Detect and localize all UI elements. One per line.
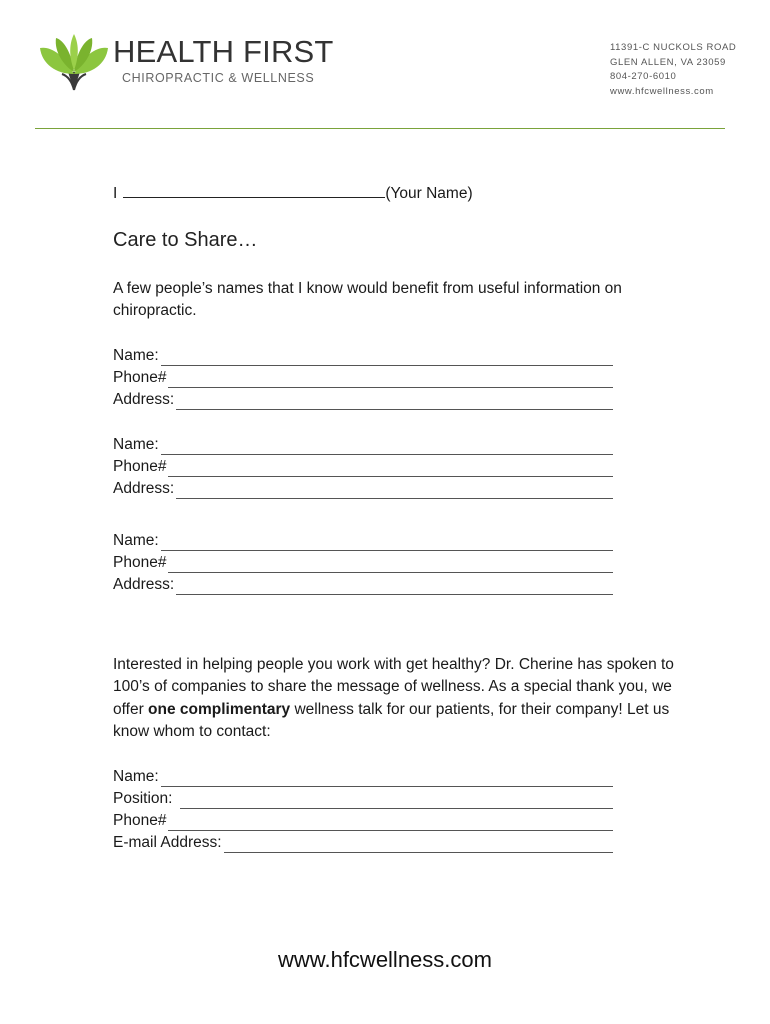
interest-text-after: wellness talk for our patients, for their company! Let us know whom to contact:: [113, 700, 670, 740]
phone-number: 804-270-6010: [610, 71, 677, 82]
position-blank[interactable]: [180, 791, 613, 809]
name-label: Name:: [113, 532, 159, 549]
phone-label: Phone#: [113, 812, 167, 829]
name-blank[interactable]: [161, 437, 613, 455]
header-divider: [35, 128, 725, 129]
footer-website-link[interactable]: www.hfcwellness.com: [278, 947, 492, 972]
interest-text-before: Interested in helping people you work with get healthy? Dr. Cherine has spoken to 100’s of companies to share the message of wellness. As a special thank you, we offer: [113, 656, 674, 718]
name-blank[interactable]: [161, 533, 613, 551]
interest-bold-offer: one complimentary: [148, 700, 291, 718]
name-blank[interactable]: [161, 769, 613, 787]
name-prefix: I: [113, 185, 118, 202]
referral-2-name-row: [113, 433, 613, 455]
brand-name: HEALTH FIRST: [113, 34, 334, 69]
referral-1-phone-row: [113, 366, 613, 388]
company-name-row: [113, 765, 613, 787]
phone-blank[interactable]: [168, 813, 613, 831]
address-label: Address:: [113, 480, 175, 497]
website-link[interactable]: www.hfcwellness.com: [610, 85, 714, 97]
intro-paragraph: A few people’s names that I know would benefit from useful information on chiropractic.: [113, 280, 622, 320]
phone-blank[interactable]: [168, 555, 613, 573]
address-blank[interactable]: [176, 577, 613, 595]
email-label: E-mail Address:: [113, 834, 222, 851]
company-position-row: [113, 787, 613, 809]
referral-1-address-row: [113, 388, 613, 410]
address-line-2: GLEN ALLEN, VA 23059: [610, 56, 726, 68]
name-label: Name:: [113, 347, 159, 364]
address-blank[interactable]: [176, 481, 613, 499]
logo-leaf-icon: [38, 34, 110, 92]
name-label: Name:: [113, 436, 159, 453]
referral-2-phone-row: [113, 455, 613, 477]
address-line-1: 11391-C NUCKOLS ROAD: [610, 42, 737, 53]
address-label: Address:: [113, 576, 175, 593]
email-blank[interactable]: [224, 835, 613, 853]
phone-label: Phone#: [113, 369, 167, 386]
company-phone-row: [113, 809, 613, 831]
company-email-row: [113, 831, 613, 853]
name-suffix: (Your Name): [385, 185, 473, 202]
phone-blank[interactable]: [168, 370, 613, 388]
position-label: Position:: [113, 790, 173, 807]
name-label: Name:: [113, 768, 159, 785]
company-talk-paragraph: [113, 654, 683, 743]
phone-label: Phone#: [113, 458, 167, 475]
section-heading: Care to Share…: [113, 229, 258, 251]
contact-block: [610, 41, 736, 99]
address-blank[interactable]: [176, 392, 613, 410]
referral-2-address-row: [113, 477, 613, 499]
referral-3-phone-row: [113, 551, 613, 573]
name-blank[interactable]: [161, 348, 613, 366]
brand-tagline: CHIROPRACTIC & WELLNESS: [122, 71, 315, 85]
referral-1-name-row: [113, 344, 613, 366]
address-label: Address:: [113, 391, 175, 408]
phone-blank[interactable]: [168, 459, 613, 477]
your-name-blank[interactable]: [123, 183, 385, 198]
phone-label: Phone#: [113, 554, 167, 571]
referral-3-name-row: [113, 529, 613, 551]
your-name-line: [113, 183, 473, 203]
referral-3-address-row: [113, 573, 613, 595]
